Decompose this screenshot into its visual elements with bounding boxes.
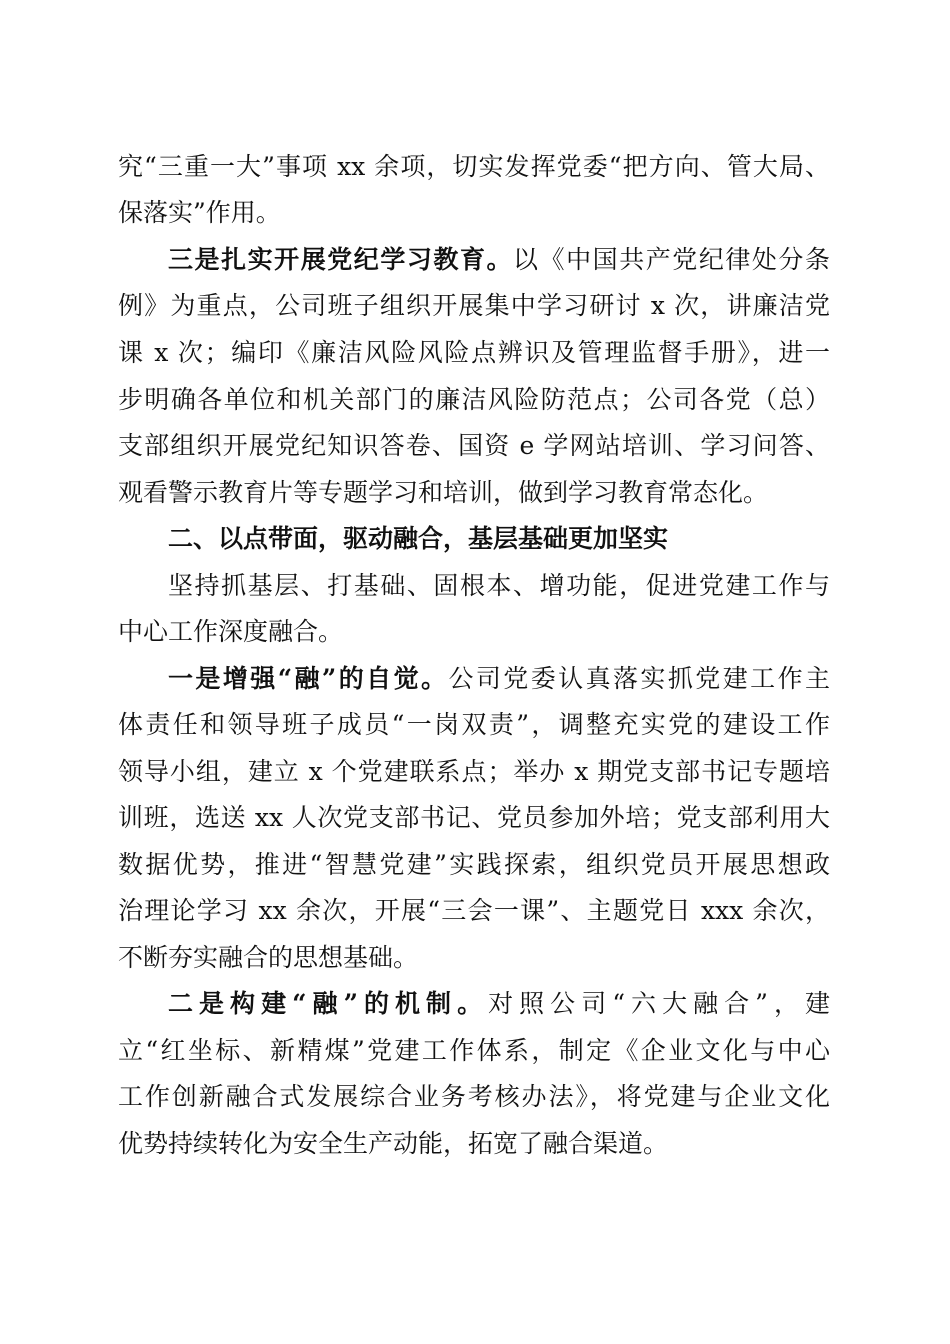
paragraph-line: 训班，选送 xx 人次党支部书记、党员参加外培；党支部利用大 bbox=[118, 803, 830, 832]
paragraph-line: 领导小组，建立 x 个党建联系点；举办 x 期党支部书记专题培 bbox=[118, 757, 830, 786]
paragraph-line: 数据优势，推进“智慧党建”实践探索，组织党员开展思想政 bbox=[118, 850, 830, 879]
paragraph-first-line bbox=[168, 243, 830, 277]
paragraph-first-line bbox=[168, 987, 830, 1021]
paragraph-line: 中心工作深度融合。 bbox=[118, 617, 344, 646]
paragraph-line: 保落实”作用。 bbox=[118, 198, 281, 227]
paragraph-line: 例》为重点，公司班子组织开展集中学习研讨 x 次，讲廉洁党 bbox=[118, 291, 830, 320]
paragraph-lead: 三是扎实开展党纪学习教育。 bbox=[168, 245, 514, 274]
paragraph-first-line bbox=[168, 662, 830, 696]
paragraph-line: 坚持抓基层、打基础、固根本、增功能，促进党建工作与 bbox=[168, 571, 830, 600]
paragraph-line: 步明确各单位和机关部门的廉洁风险防范点；公司各党（总） bbox=[118, 385, 830, 414]
paragraph-lead: 二是构建“融”的机制。 bbox=[168, 989, 489, 1018]
paragraph-line: 治理论学习 xx 余次，开展“三会一课”、主题党日 xxx 余次， bbox=[118, 896, 830, 925]
paragraph-text: 以《中国共产党纪律处分条 bbox=[513, 245, 830, 274]
paragraph-line: 工作创新融合式发展综合业务考核办法》，将党建与企业文化 bbox=[118, 1082, 830, 1111]
paragraph-text: 公司党委认真落实抓党建工作主 bbox=[448, 664, 830, 693]
paragraph-lead: 一是增强“融”的自觉。 bbox=[168, 664, 449, 693]
section-heading: 二、以点带面，驱动融合，基层基础更加坚实 bbox=[168, 524, 669, 553]
paragraph-line: 不断夯实融合的思想基础。 bbox=[118, 943, 419, 972]
paragraph-text: 对照公司“六大融合”，建 bbox=[488, 989, 831, 1018]
paragraph-line: 体责任和领导班子成员“一岗双责”，调整充实党的建设工作 bbox=[118, 710, 830, 739]
paragraph-line: 究“三重一大”事项 xx 余项，切实发挥党委“把方向、管大局、 bbox=[118, 152, 830, 181]
paragraph-line: 课 x 次；编印《廉洁风险风险点辨识及管理监督手册》，进一 bbox=[118, 338, 830, 367]
paragraph-line: 观看警示教育片等专题学习和培训，做到学习教育常态化。 bbox=[118, 478, 769, 507]
paragraph-line: 立“红坐标、新精煤”党建工作体系，制定《企业文化与中心 bbox=[118, 1036, 830, 1065]
paragraph-line: 支部组织开展党纪知识答卷、国资 e 学网站培训、学习问答、 bbox=[118, 431, 830, 460]
paragraph-line: 优势持续转化为安全生产动能，拓宽了融合渠道。 bbox=[118, 1129, 669, 1158]
